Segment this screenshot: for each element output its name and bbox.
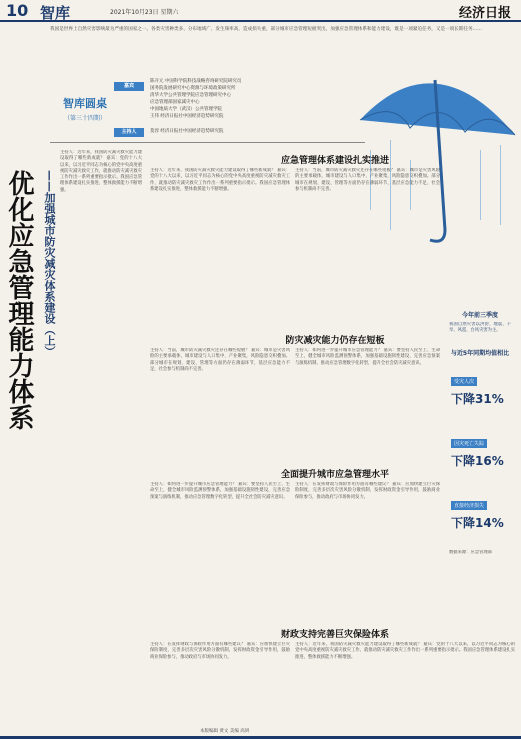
divider (50, 142, 365, 143)
roundtable-name: 智库圆桌 (63, 97, 107, 110)
stat-value: 下降31% (451, 392, 504, 406)
stat-tag: 受灾人次 (451, 377, 477, 386)
column-1: 主持人：近年来，我国防灾减灾救灾能力建设取得了哪些新成就？ 嘉宾：党的十八大以来，以习近平同志为核心的党中央高度重视防灾减灾救灾工作，就推动防灾减灾救灾工作作出一系列重要指示批示。我国应急管理体系建设扎实推进，整体救援能力不断增强。 (60, 150, 142, 193)
stat-value: 下降16% (451, 454, 504, 468)
column-7: 主持人：在发挥财政与保险作用方面有哪些建议？ 嘉宾：应加快建立巨灾保险制度，完善多层次灾害风险分散机制，发挥财政资金引导作用，鼓励商业保险参与，推动政府与市场协同发力。 (295, 482, 440, 500)
page-number: 10 (6, 1, 29, 20)
guest-row-6: 王伟 经济日报社中国经济趋势研究院 (150, 114, 224, 119)
column-2: 主持人：近年来，我国防灾减灾救灾能力建设取得了哪些新成就？ 嘉宾：党的十八大以来，以习近平同志为核心的党中央高度重视防灾减灾救灾工作，就推动防灾减灾救灾工作作出一系列重要指示批示。我国应急管理体系建设扎实推进，整体救援能力不断增强。 (150, 168, 290, 192)
stat-tag: 因灾死亡失踪 (451, 439, 487, 448)
section-title-3: 全面提升城市应急管理水平 (280, 470, 389, 480)
stat-item (451, 368, 509, 407)
column-3: 主持人：当前，城市防灾减灾救灾还存在哪些短板？ 嘉宾：城市是灾害风险的主要承载体，城市建设与人口集中、产业聚集，风险隐患交织叠加。部分城市在规划、建设、管理等方面仍存在薄弱环节，基层应急能力不足，社会参与机制尚不完善。 (295, 168, 440, 192)
stats-title: 与近5年同期均值相比 (450, 350, 510, 357)
stats-source: 数据来源：应急管理部 (449, 550, 492, 555)
column-8: 主持人：在发挥财政与保险作用方面有哪些建议？ 嘉宾：应加快建立巨灾保险制度，完善多层次灾害风险分散机制，发挥财政资金引导作用，鼓励商业保险参与，推动政府与市场协同发力。 (150, 642, 290, 660)
column-9: 主持人：近年来，我国防灾减灾救灾能力建设取得了哪些新成就？ 嘉宾：党的十八大以来，以习近平同志为核心的党中央高度重视防灾减灾救灾工作，就推动防灾减灾救灾工作作出一系列重要指示批示。我国应急管理体系建设扎实推进，整体救援能力不断增强。 (295, 642, 515, 660)
stat-tag: 直接经济损失 (451, 501, 487, 510)
column-4: 主持人：当前，城市防灾减灾救灾还存在哪些短板？ 嘉宾：城市是灾害风险的主要承载体，城市建设与人口集中、产业聚集，风险隐患交织叠加。部分城市在规划、建设、管理等方面仍存在薄弱环节，基层应急能力不足，社会参与机制尚不完善。 (150, 348, 290, 372)
roundtable-title (55, 95, 115, 122)
column-5: 主持人：如何进一步提升城市应急管理能力？ 嘉宾：要坚持人民至上、生命至上，健全城市风险监测预警体系，加强基础设施韧性建设，完善应急预案与演练机制，推动应急管理数字化转型，提升全社会防灾减灾意识。 (295, 348, 440, 366)
sidebar-intro: 我国自然灾害以洪涝、地震、干旱、风雹、台风灾害为主。 (449, 322, 511, 334)
stat-item (451, 492, 509, 531)
issue-date: 2021年10月23日 星期六 (110, 9, 179, 16)
page-header (0, 0, 521, 22)
page-footer: 本版编辑 黄文 美编 高妍 (200, 729, 250, 734)
host-tag: 主持人 (114, 128, 144, 137)
sidebar-title: 今年前三季度 (461, 312, 498, 319)
sub-headline: ——加强城市防灾减灾体系建设（上） (43, 170, 56, 357)
paper-logo: 经济日报 (458, 6, 511, 21)
section-title-2: 防灾减灾能力仍存在短板 (285, 336, 385, 346)
stat-value: 下降14% (451, 516, 504, 530)
guest-row-4: 应急管理部国家减灾中心 (150, 100, 200, 105)
main-headline: 优化应急管理能力体系 (4, 170, 34, 430)
guest-row-5: 中国地质大学（武汉）公共管理学院 (150, 107, 222, 112)
intro-paragraph: 我国是世界上自然灾害影响最为严重的国家之一。各类灾害种类多、分布地域广、发生频率高、造成损失重，部分城市应急管理短板突出。加强应急管理体系和能力建设，既是一项紧迫任务，又是一项长期任务…… (50, 27, 482, 32)
host-row: 莫淳 经济日报社中国经济趋势研究院 (150, 129, 224, 134)
column-6: 主持人：如何进一步提升城市应急管理能力？ 嘉宾：要坚持人民至上、生命至上，健全城市风险监测预警体系，加强基础设施韧性建设，完善应急预案与演练机制，推动应急管理数字化转型，提升全社会防灾减灾意识。 (150, 482, 290, 500)
guest-row-3: 清华大学公共管理学院应急管理研究中心 (150, 93, 231, 98)
guest-tag: 嘉宾 (114, 82, 144, 91)
stat-item (451, 430, 509, 469)
section-title-1: 应急管理体系建设扎实推进 (280, 156, 389, 166)
guest-row-2: 国务院发展研究中心资源与环境政策研究所 (150, 86, 236, 91)
roundtable-issue: （第三十四期） (63, 115, 106, 122)
section-name: 智库 (40, 4, 71, 22)
stats-sidebar (445, 310, 515, 710)
guest-row-1: 陈开元 中国科学院科技战略咨询研究院研究员 (150, 79, 242, 84)
section-title-4: 财政支持完善巨灾保险体系 (280, 630, 389, 640)
